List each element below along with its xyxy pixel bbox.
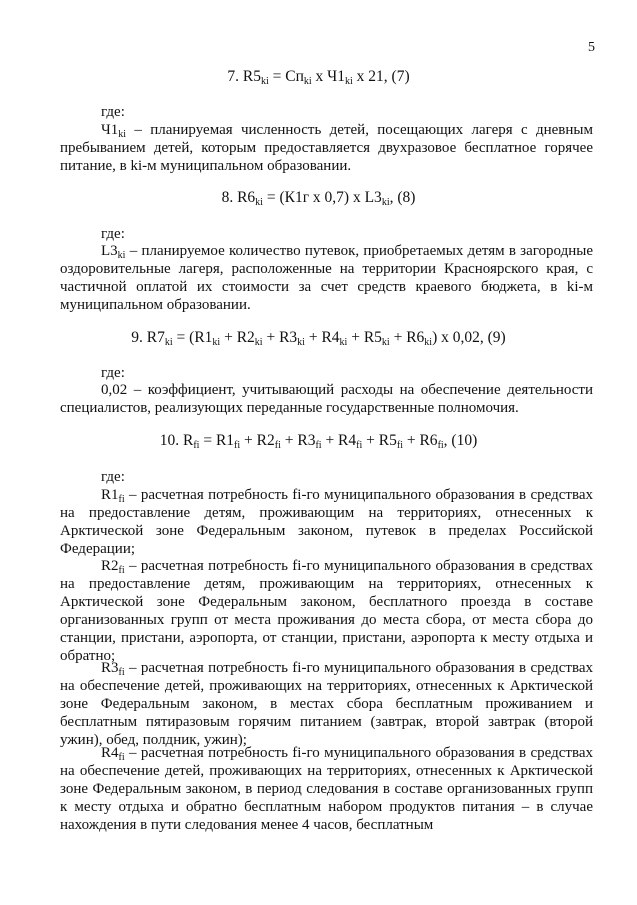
- formula-9: 9. $R7_{ki} = (R1_{ki} + R2_{ki} + R3_{ki} + R4_{ki} + R5_{ki} + R6_{ki})$ х 0,02, (9): [131, 329, 506, 348]
- page-number: 5: [588, 40, 595, 55]
- where-label: где:: [101, 469, 125, 485]
- definition-r1: $R1_{fi}$ – расчетная потребность fi-го муниципального образования в средствах на предоставление детям, проживающим на территориях, отнесенных к Арктической зоне Федеральным законом, путевок в пределах Российской Федерации;: [60, 487, 593, 557]
- definition-ch1: $Ч1_{ki}$ – планируемая численность детей, посещающих лагеря с дневным пребыванием детей, которым предоставляется двухразовое бесплатное горячее питание, в ki-м муниципальном образовании.: [60, 122, 593, 174]
- definition-coefficient: 0,02 – коэффициент, учитывающий расходы на обеспечение деятельности специалистов, реализующих переданные государственные полномочия.: [60, 382, 593, 416]
- formula-10: 10. $R_{fi} = R1_{fi} + R2_{fi} + R3_{fi} + R4_{fi} + R5_{fi} + R6_{fi}$, (10): [159, 432, 478, 451]
- where-label: где:: [101, 226, 125, 242]
- formula-7: 7. $R5_{ki} = Сп_{ki}$ х $Ч1_{ki}$ х 21, (7): [227, 68, 410, 87]
- definition-l3: $L3_{ki}$ – планируемое количество путевок, приобретаемых детям в загородные оздоровительные лагеря, расположенные на территории Красноярского края, с частичной оплатой их стоимости за счет средств краевого бюджета, в ki-м муниципальном образовании.: [60, 243, 593, 313]
- definition-r4: $R4_{fi}$ – расчетная потребность fi-го муниципального образования в средствах на обеспечение детей, проживающих на территориях, отнесенных к Арктической зоне Федеральным законом, в период следования в составе организованных групп к месту отдыха и обратно бесплатным набором продуктов питания – в случае нахождения в пути следования менее 4 часов, бесплатным: [60, 745, 593, 833]
- where-label: где:: [101, 365, 125, 381]
- definition-r3: $R3_{fi}$ – расчетная потребность fi-го муниципального образования в средствах на обеспечение детей, проживающих на территориях, отнесенных к Арктической зоне Федеральным законом, в местах сбора бесплатным проживанием и бесплатным пятиразовым горячим питанием (завтрак, второй завтрак (второй ужин), обед, полдник, ужин);: [60, 660, 593, 748]
- definition-r2: $R2_{fi}$ – расчетная потребность fi-го муниципального образования в средствах на предоставление детям, проживающим на территориях, отнесенных к Арктической зоне Федеральным законом, бесплатного проезда в составе организованных групп от места проживания до места сбора, от места сбора до станции, пристани, аэропорта, от станции, пристани, аэропорта к месту отдыха и обратно;: [60, 558, 593, 664]
- formula-8: 8. $R6_{ki} = (К1г$ х 0,7) х $L3_{ki}$, (8): [221, 189, 416, 208]
- where-label: где:: [101, 104, 125, 120]
